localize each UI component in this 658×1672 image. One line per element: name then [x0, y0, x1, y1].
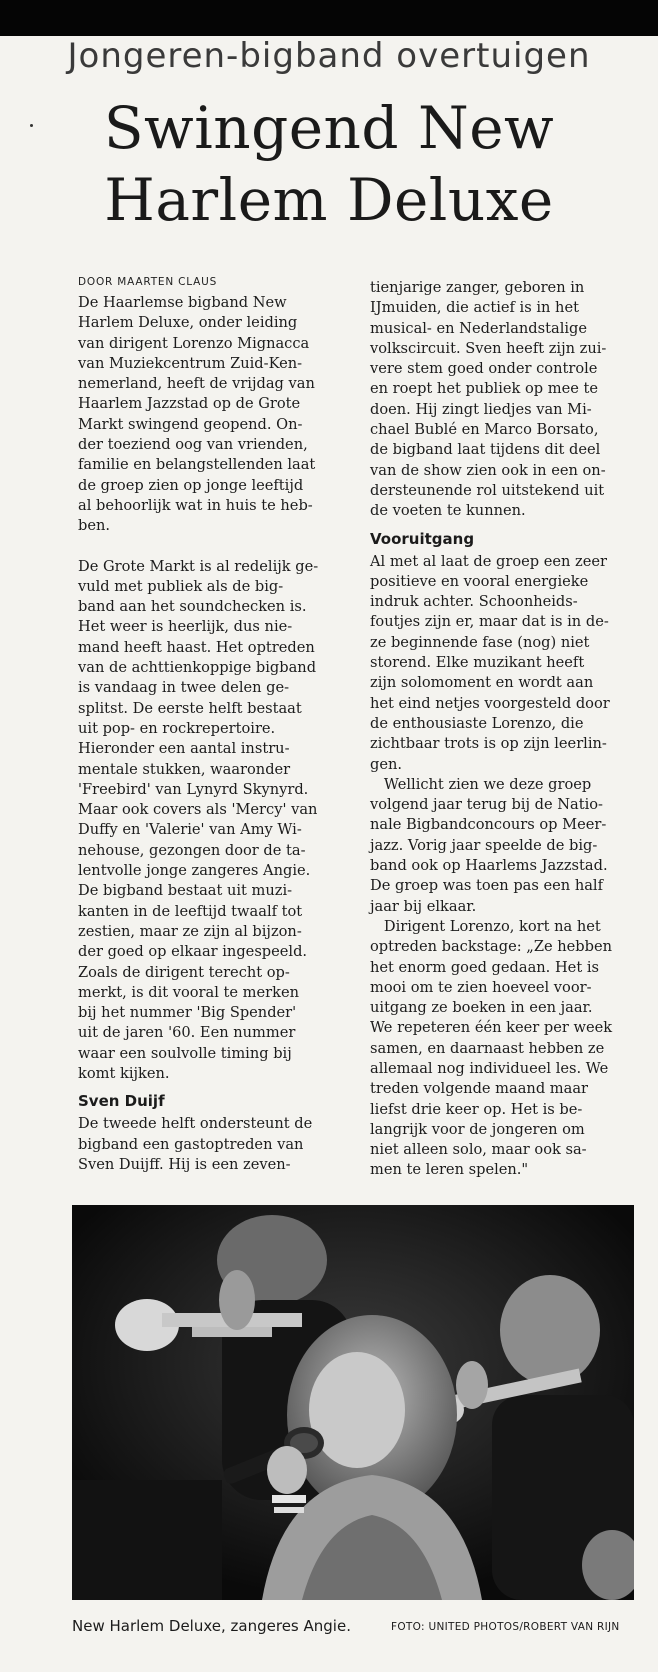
byline: DOOR MAARTEN CLAUS: [78, 276, 218, 288]
text-line: ze beginnende fase (nog) niet: [370, 633, 590, 651]
text-line: jazz. Vorig jaar speelde de big-: [370, 836, 598, 854]
text-line: tienjarige zanger, geboren in: [370, 279, 585, 296]
text-line: waar een soulvolle timing bij: [78, 1044, 292, 1062]
kicker: Jongeren-bigband overtuigen: [67, 36, 591, 76]
text-line: de groep zien op jonge leeftijd: [78, 476, 304, 494]
text-line: van dirigent Lorenzo Mignacca: [78, 334, 310, 352]
text-line: optreden backstage: „Ze hebben: [370, 938, 613, 956]
photo-credit: FOTO: UNITED PHOTOS/ROBERT VAN RIJN: [391, 1621, 620, 1633]
photo-caption: New Harlem Deluxe, zangeres Angie.: [72, 1617, 351, 1635]
text-line: uitgang ze boeken in een jaar.: [370, 999, 593, 1017]
text-line: Al met al laat de groep een zeer: [370, 552, 607, 570]
text-line: mooi om te zien hoeveel voor-: [370, 978, 592, 996]
subhead-vooruitgang: Vooruitgang: [370, 529, 475, 548]
text-line: niet alleen solo, maar ook sa-: [370, 1141, 587, 1159]
text-line: volgend jaar terug bij de Natio-: [370, 796, 603, 814]
text-line: De Haarlemse bigband New: [78, 294, 287, 311]
left-column: [78, 293, 340, 1175]
text-line: De Grote Markt is al redelijk ge-: [78, 557, 319, 575]
text-line: men te leren spelen.": [370, 1161, 529, 1179]
text-line: De tweede helft ondersteunt de: [78, 1115, 313, 1133]
text-line: liefst drie keer op. Het is be-: [370, 1100, 583, 1118]
paragraph-5: [370, 552, 640, 775]
text-line: nale Bigbandconcours op Meer-: [370, 816, 607, 834]
headline: [0, 92, 658, 236]
text-line: het eind netjes voorgesteld door: [370, 694, 610, 712]
headline-line-2: Harlem Deluxe: [104, 166, 554, 234]
text-line: Het weer is heerlijk, dus nie-: [78, 618, 293, 636]
text-line: de enthousiaste Lorenzo, die: [370, 714, 584, 732]
text-line: merkt, is dit vooral te merken: [78, 983, 300, 1001]
text-line: vere stem goed onder controle: [370, 360, 598, 378]
paragraph-3: [78, 1114, 340, 1175]
text-line: van Muziekcentrum Zuid-Ken-: [78, 354, 303, 372]
text-line: komt kijken.: [78, 1064, 170, 1082]
photo-illustration: [72, 1205, 634, 1600]
text-line: Zoals de dirigent terecht op-: [78, 963, 290, 981]
text-line: doen. Hij zingt liedjes van Mi-: [370, 400, 592, 418]
text-line: Markt swingend geopend. On-: [78, 415, 303, 433]
singer-face: [309, 1352, 405, 1468]
paragraph-1: [78, 293, 340, 537]
text-line: storend. Elke muzikant heeft: [370, 654, 585, 672]
right-column: [370, 278, 640, 1181]
text-line: der goed op elkaar ingespeeld.: [78, 943, 308, 961]
text-line: en roept het publiek op mee te: [370, 380, 599, 398]
text-line: zestien, maar ze zijn al bijzon-: [78, 922, 302, 940]
text-line: samen, en daarnaast hebben ze: [370, 1039, 605, 1057]
player-right-head: [500, 1275, 600, 1385]
text-line: nemerland, heeft de vrijdag van: [78, 375, 315, 393]
text-line: van de show zien ook in een on-: [370, 461, 606, 479]
text-line: gen.: [370, 755, 403, 773]
text-line: ben.: [78, 517, 111, 535]
text-line: band ook op Haarlems Jazzstad.: [370, 857, 608, 875]
text-line: al behoorlijk wat in huis te heb-: [78, 496, 313, 514]
text-line: Maar ook covers als 'Mercy' van: [78, 801, 318, 819]
text-line: band aan het soundchecken is.: [78, 598, 307, 616]
top-black-bar: [0, 0, 658, 36]
text-line: IJmuiden, die actief is in het: [370, 299, 579, 317]
text-line: indruk achter. Schoonheids-: [370, 593, 578, 611]
music-stand: [72, 1480, 222, 1600]
subhead-sven-duijf: Sven Duijf: [78, 1092, 165, 1111]
text-line: lentvolle jonge zangeres Angie.: [78, 862, 311, 880]
text-line: allemaal nog individueel les. We: [370, 1059, 609, 1077]
text-line: Dirigent Lorenzo, kort na het: [370, 917, 601, 935]
text-line: positieve en vooral energieke: [370, 572, 589, 590]
text-line: Harlem Deluxe, onder leiding: [78, 314, 298, 332]
text-line: langrijk voor de jongeren om: [370, 1120, 585, 1138]
text-line: musical- en Nederlandstalige: [370, 319, 588, 337]
text-line: chael Bublé en Marco Borsato,: [370, 421, 599, 439]
text-line: bigband een gastoptreden van: [78, 1135, 304, 1153]
paragraph-6: [370, 775, 640, 917]
text-line: nehouse, gezongen door de ta-: [78, 841, 306, 859]
text-line: treden volgende maand maar: [370, 1080, 589, 1098]
text-line: dersteunende rol uitstekend uit: [370, 481, 605, 499]
concert-photo: [72, 1205, 634, 1600]
text-line: is vandaag in twee delen ge-: [78, 679, 290, 697]
singer-hand: [267, 1446, 307, 1494]
text-line: Sven Duijff. Hij is een zeven-: [78, 1155, 291, 1173]
text-line: jaar bij elkaar.: [370, 897, 477, 915]
text-line: De groep was toen pas een half: [370, 877, 603, 895]
text-line: zijn solomoment en wordt aan: [370, 674, 594, 692]
text-line: vuld met publiek als de big-: [78, 577, 284, 595]
paragraph-7: [370, 917, 640, 1181]
text-line: Hieronder een aantal instru-: [78, 740, 290, 758]
text-line: uit de jaren '60. Een nummer: [78, 1024, 296, 1042]
text-line: Haarlem Jazzstad op de Grote: [78, 395, 301, 413]
text-line: de bigband laat tijdens dit deel: [370, 441, 601, 459]
text-line: uit pop- en rockrepertoire.: [78, 719, 276, 737]
text-line: van de achttienkoppige bigband: [78, 659, 317, 677]
text-line: kanten in de leeftijd twaalf tot: [78, 902, 303, 920]
text-line: splitst. De eerste helft bestaat: [78, 699, 302, 717]
paragraph-4: [370, 278, 640, 522]
text-line: Wellicht zien we deze groep: [370, 775, 592, 793]
text-line: der toeziend oog van vrienden,: [78, 436, 308, 454]
text-line: bij het nummer 'Big Spender': [78, 1004, 297, 1022]
text-line: mentale stukken, waaronder: [78, 760, 291, 778]
text-line: We repeteren één keer per week: [370, 1019, 613, 1037]
text-line: volkscircuit. Sven heeft zijn zui-: [370, 339, 607, 357]
text-line: het enorm goed gedaan. Het is: [370, 958, 599, 976]
text-line: de voeten te kunnen.: [370, 502, 526, 520]
text-line: De bigband bestaat uit muzi-: [78, 882, 293, 900]
text-line: foutjes zijn er, maar dat is in de-: [370, 613, 609, 631]
headline-line-1: Swingend New: [103, 94, 555, 162]
text-line: Duffy en 'Valerie' van Amy Wi-: [78, 821, 302, 839]
paragraph-2: [78, 557, 340, 1085]
text-line: mand heeft haast. Het optreden: [78, 638, 315, 656]
text-line: familie en belangstellenden laat: [78, 456, 316, 474]
text-line: 'Freebird' van Lynyrd Skynyrd.: [78, 780, 309, 798]
text-line: zichtbaar trots is op zijn leerlin-: [370, 735, 607, 753]
